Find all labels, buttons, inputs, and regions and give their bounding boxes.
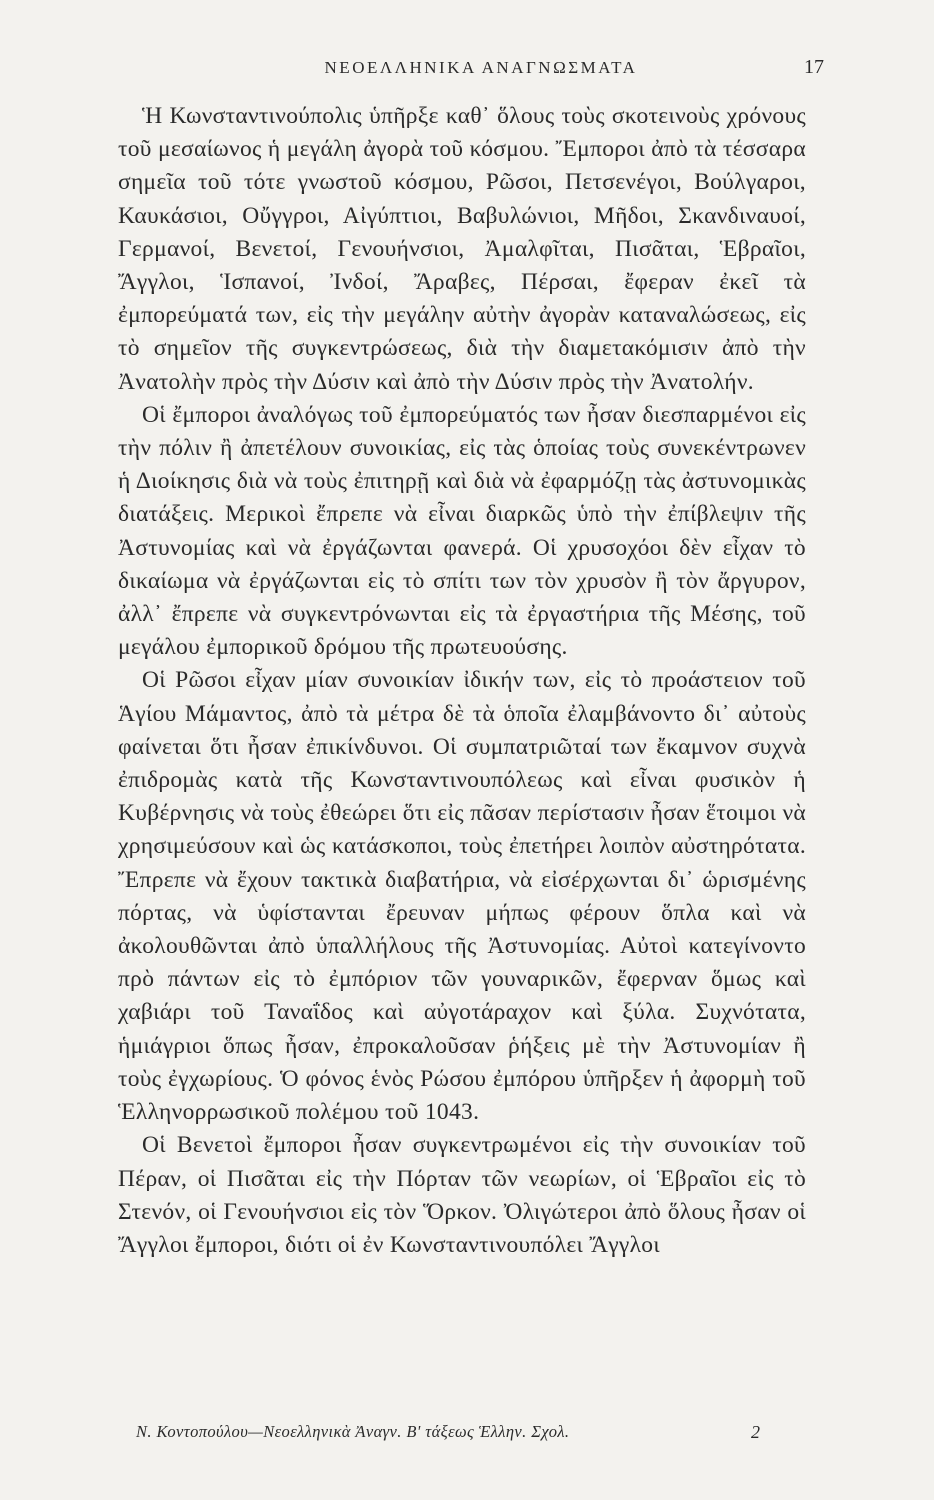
paragraph: Οἱ Βενετοὶ ἔμποροι ἦσαν συγκεντρωμένοι εἰς τὴν συνοικίαν τοῦ Πέραν, οἱ Πισᾶται εἰς τὴν Πόρταν τῶν νεωρίων, οἱ Ἑβραῖοι εἰς τὸ Στενόν, οἱ Γενουήνσιοι εἰς τὸν Ὅρκον. Ὀλιγώτεροι ἀπὸ ὅλους ἦσαν οἱ Ἄγγλοι ἔμποροι, διότι οἱ ἐν Κωνσταντινουπόλει Ἄγγλοι xyxy=(118,1132,806,1258)
paragraph: Οἱ ἔμποροι ἀναλόγως τοῦ ἐμπορεύματός των ἦσαν διεσπαρμένοι εἰς τὴν πόλιν ἢ ἀπετέλουν συνοικίας, εἰς τὰς ὁποίας τοὺς συνεκέντρωνεν ἡ Διοίκησις διὰ νὰ τοὺς ἐπιτηρῇ καὶ διὰ νὰ ἐφαρμόζῃ τὰς ἀστυνομικὰς διατάξεις. Μερικοὶ ἔπρεπε νὰ εἶναι διαρκῶς ὑπὸ τὴν ἐπίβλεψιν τῆς Ἀστυνομίας καὶ νὰ ἐργάζωνται φανερά. Οἱ χρυσοχόοι δὲν εἶχαν τὸ δικαίωμα νὰ ἐργάζωνται εἰς τὸ σπίτι των τὸν χρυσὸν ἢ τὸν ἄργυρον, ἀλλ᾽ ἔπρεπε νὰ συγκεντρόνωνται εἰς τὰ ἐργαστήρια τῆς Μέσης, τοῦ μεγάλου ἐμπορικοῦ δρόμου τῆς πρωτευούσης. xyxy=(118,401,806,661)
footer-citation: Ν. Κοντοπούλου—Νεοελληνικὰ Ἀναγν. Β' τάξεως Ἑλλην. Σχολ. xyxy=(136,1422,570,1441)
main-text xyxy=(118,100,806,1262)
running-title: ΝΕΟΕΛΛΗΝΙΚΑ ΑΝΑΓΝΩΣΜΑΤΑ xyxy=(324,58,638,77)
paragraph: Οἱ Ρῶσοι εἶχαν μίαν συνοικίαν ἰδικήν των, εἰς τὸ προάστειον τοῦ Ἁγίου Μάμαντος, ἀπὸ τὰ μέτρα δὲ τὰ ὁποῖα ἐλαμβάνοντο δι᾽ αὐτοὺς φαίνεται ὅτι ἦσαν ἐπικίνδυνοι. Οἱ συμπατριῶταί των ἔκαμνον συχνὰ ἐπιδρομὰς κατὰ τῆς Κωνσταντινουπόλεως καὶ εἶναι φυσικὸν ἡ Κυβέρνησις νὰ τοὺς ἐθεώρει ὅτι εἰς πᾶσαν περίστασιν ἦσαν ἕτοιμοι νὰ χρησιμεύσουν καὶ ὡς κατάσκοποι, τοὺς ἐπετήρει λοιπὸν αὐστηρότατα. Ἔπρεπε νὰ ἔχουν τακτικὰ διαβατήρια, νὰ εἰσέρχωνται δι᾽ ὡρισμένης πόρτας, νὰ ὑφίστανται ἔρευναν μήπως φέρουν ὅπλα καὶ νὰ ἀκολουθῶνται ἀπὸ ὑπαλλήλους τῆς Ἀστυνομίας. Αὐτοὶ κατεγίνοντο πρὸ πάντων εἰς τὸ ἐμπόριον τῶν γουναρικῶν, ἔφερναν ὅμως καὶ χαβιάρι τοῦ Ταναΐδος καὶ αὐγοτάραχον καὶ ξύλα. Συχνότατα, ἡμιάγριοι ὅπως ἦσαν, ἐπροκαλοῦσαν ῥήξεις μὲ τὴν Ἀστυνομίαν ἢ τοὺς ἐγχωρίους. Ὁ φόνος ἑνὸς Ρώσου ἐμπόρου ὑπῆρξεν ἡ ἀφορμὴ τοῦ Ἑλληνορρωσικοῦ πολέμου τοῦ 1043. xyxy=(118,667,806,1126)
paragraph: Ἡ Κωνσταντινούπολις ὑπῆρξε καθ᾽ ὅλους τοὺς σκοτεινοὺς χρόνους τοῦ μεσαίωνος ἡ μεγάλη ἀγορὰ τοῦ κόσμου. Ἔμποροι ἀπὸ τὰ τέσσαρα σημεῖα τοῦ τότε γνωστοῦ κόσμου, Ρῶσοι, Πετσενέγοι, Βούλγαροι, Καυκάσιοι, Οὔγγροι, Αἰγύπτιοι, Βαβυλώνιοι, Μῆδοι, Σκανδιναυοί, Γερμανοί, Βενετοί, Γενουήνσιοι, Ἀμαλφῖται, Πισᾶται, Ἑβραῖοι, Ἄγγλοι, Ἱσπανοί, Ἰνδοί, Ἄραβες, Πέρσαι, ἔφεραν ἐκεῖ τὰ ἐμπορεύματά των, εἰς τὴν μεγάλην αὐτὴν ἀγορὰν καταναλώσεως, εἰς τὸ σημεῖον τῆς συγκεντρώσεως, διὰ τὴν διαμετακόμισιν ἀπὸ τὴν Ἀνατολὴν πρὸς τὴν Δύσιν καὶ ἀπὸ τὴν Δύσιν πρὸς τὴν Ἀνατολήν. xyxy=(118,103,806,395)
page-footer xyxy=(118,1422,806,1452)
page-number: 17 xyxy=(804,56,824,78)
page-header xyxy=(138,52,824,88)
signature-mark: 2 xyxy=(751,1422,760,1442)
